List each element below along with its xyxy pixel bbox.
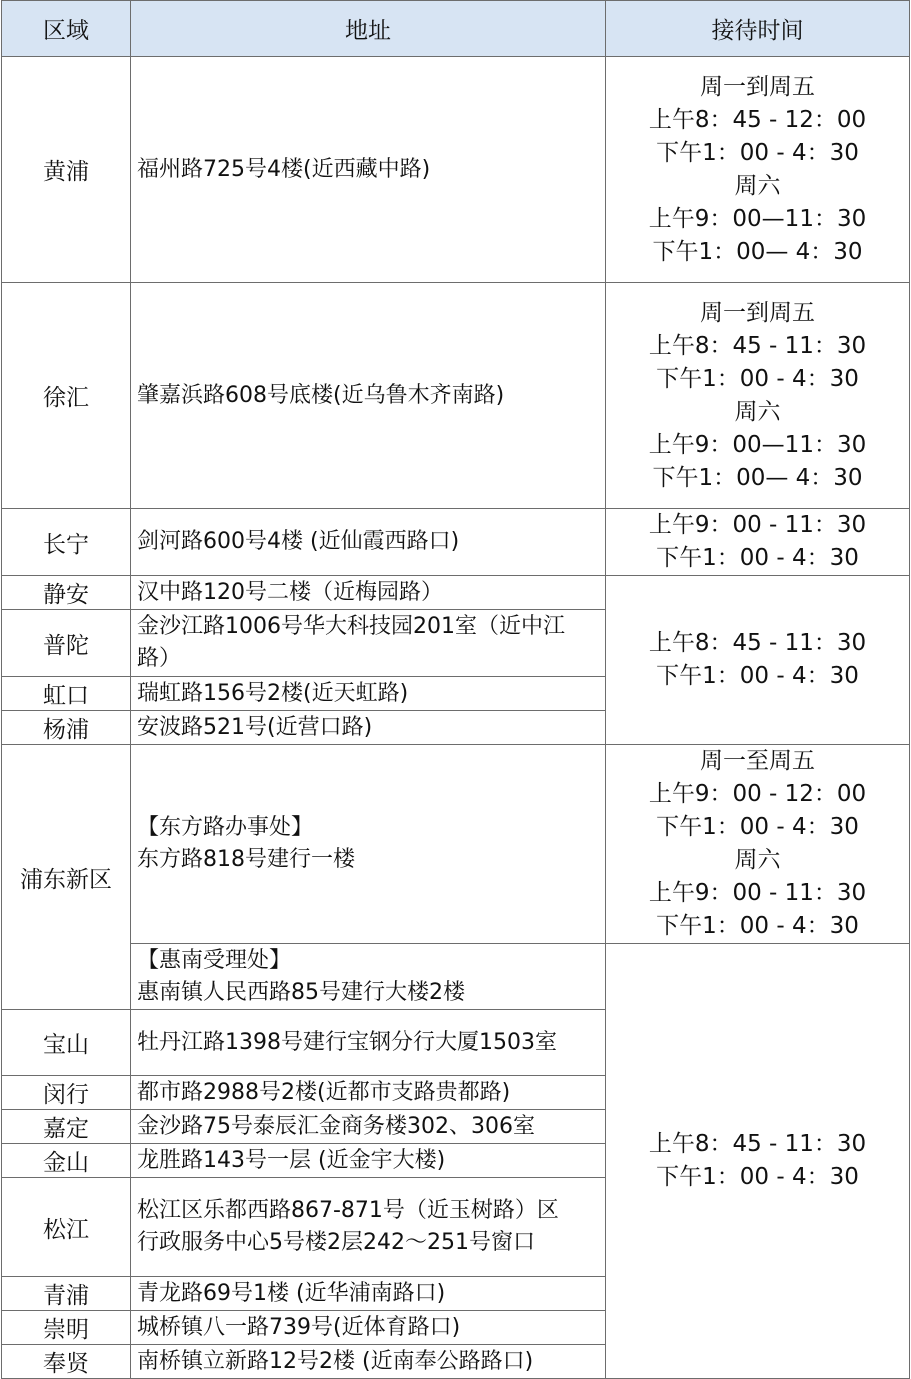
address-cell [131, 1178, 606, 1277]
address-line: 龙胜路143号一层 (近金宇大楼) [137, 1147, 446, 1173]
district-cell: 长宁 [2, 509, 131, 576]
address-line: 福州路725号4楼(近西藏中路) [137, 156, 431, 182]
district-cell: 宝山 [2, 1010, 131, 1076]
address-cell [131, 57, 606, 283]
header-address: 地址 [131, 1, 606, 57]
address-line: 城桥镇八一路739号(近体育路口) [137, 1314, 461, 1340]
district-cell: 黄浦 [2, 57, 131, 283]
district-cell: 徐汇 [2, 283, 131, 509]
address-line: 金沙江路1006号华大科技园201室（近中江 [137, 614, 565, 639]
hours-line: 上午8：45 - 11：30 [648, 332, 867, 359]
hours-line: 上午9：00—11：30 [648, 431, 867, 458]
address-cell [131, 1311, 606, 1345]
hours-line: 下午1：00 - 4：30 [656, 913, 859, 939]
table-row [2, 283, 910, 509]
address-cell [131, 1076, 606, 1110]
hours-line: 上午9：00 - 11：30 [648, 512, 867, 538]
address-cell [131, 576, 606, 610]
hours-line: 下午1：00 - 4：30 [656, 139, 859, 166]
address-line: 安波路521号(近营口路) [137, 714, 373, 740]
hours-line: 周六 [734, 172, 781, 199]
header-hours: 接待时间 [606, 1, 910, 57]
address-line: 牡丹江路1398号建行宝钢分行大厦1503室 [137, 1029, 557, 1055]
hours-line: 上午9：00 - 12：00 [648, 781, 867, 807]
district-cell: 静安 [2, 576, 131, 610]
table-row [2, 745, 910, 944]
reception-table [1, 0, 910, 1379]
address-cell [131, 944, 606, 1010]
hours-cell [606, 283, 910, 509]
address-cell [131, 1345, 606, 1379]
district-cell: 崇明 [2, 1311, 131, 1345]
address-cell [131, 1144, 606, 1178]
hours-line: 周一到周五 [700, 299, 815, 326]
hours-line: 下午1：00— 4：30 [652, 464, 863, 491]
address-cell [131, 1110, 606, 1144]
hours-line: 下午1：00 - 4：30 [656, 814, 859, 840]
hours-line: 下午1：00 - 4：30 [656, 1164, 859, 1190]
hours-cell [606, 576, 910, 745]
address-line: 惠南镇人民西路85号建行大楼2楼 [137, 979, 465, 1005]
address-line: 东方路818号建行一楼 [137, 847, 355, 872]
hours-line: 周一至周五 [700, 748, 815, 774]
hours-cell [606, 745, 910, 944]
address-line: 金沙路75号泰辰汇金商务楼302、306室 [137, 1113, 535, 1139]
address-line: 汉中路120号二楼（近梅园路） [137, 579, 443, 605]
address-line: 松江区乐都西路867-871号（近玉树路）区 [137, 1198, 559, 1223]
district-cell: 浦东新区 [2, 745, 131, 1010]
address-cell [131, 1010, 606, 1076]
address-line: 行政服务中心5号楼2层242～251号窗口 [137, 1230, 535, 1255]
address-cell [131, 509, 606, 576]
hours-cell [606, 944, 910, 1379]
hours-line: 上午9：00—11：30 [648, 205, 867, 232]
hours-line: 周六 [734, 847, 781, 873]
hours-line: 下午1：00 - 4：30 [656, 663, 859, 689]
table-row [2, 57, 910, 283]
hours-line: 周一到周五 [700, 73, 815, 100]
address-line: 南桥镇立新路12号2楼 (近南奉公路路口) [137, 1348, 534, 1374]
table-row [2, 509, 910, 576]
hours-line: 上午8：45 - 11：30 [648, 1131, 867, 1157]
district-cell: 普陀 [2, 610, 131, 677]
district-cell: 奉贤 [2, 1345, 131, 1379]
district-cell: 嘉定 [2, 1110, 131, 1144]
address-cell [131, 283, 606, 509]
hours-line: 下午1：00— 4：30 [652, 238, 863, 265]
address-cell [131, 1277, 606, 1311]
address-line: 都市路2988号2楼(近都市支路贵都路) [137, 1079, 511, 1105]
address-line: 【惠南受理处】 [137, 947, 292, 973]
address-line: 路） [137, 646, 182, 671]
district-cell: 金山 [2, 1144, 131, 1178]
hours-line: 周六 [734, 398, 781, 425]
district-cell: 松江 [2, 1178, 131, 1277]
header-row [2, 1, 910, 57]
table-row [2, 576, 910, 610]
address-cell [131, 711, 606, 745]
address-line: 肇嘉浜路608号底楼(近乌鲁木齐南路) [137, 382, 505, 408]
header-district: 区域 [2, 1, 131, 57]
hours-line: 下午1：00 - 4：30 [656, 545, 859, 571]
address-cell [131, 745, 606, 944]
address-line: 【东方路办事处】 [137, 815, 314, 840]
district-cell: 闵行 [2, 1076, 131, 1110]
hours-line: 下午1：00 - 4：30 [656, 365, 859, 392]
district-cell: 虹口 [2, 677, 131, 711]
address-line: 瑞虹路156号2楼(近天虹路) [137, 680, 409, 706]
district-cell: 青浦 [2, 1277, 131, 1311]
district-cell: 杨浦 [2, 711, 131, 745]
address-line: 青龙路69号1楼 (近华浦南路口) [137, 1280, 446, 1306]
hours-cell [606, 57, 910, 283]
hours-cell [606, 509, 910, 576]
hours-line: 上午8：45 - 12：00 [648, 106, 867, 133]
table-row [2, 944, 910, 1010]
hours-line: 上午9：00 - 11：30 [648, 880, 867, 906]
address-cell [131, 677, 606, 711]
address-line: 剑河路600号4楼 (近仙霞西路口) [137, 529, 460, 554]
hours-line: 上午8：45 - 11：30 [648, 630, 867, 656]
address-cell [131, 610, 606, 677]
